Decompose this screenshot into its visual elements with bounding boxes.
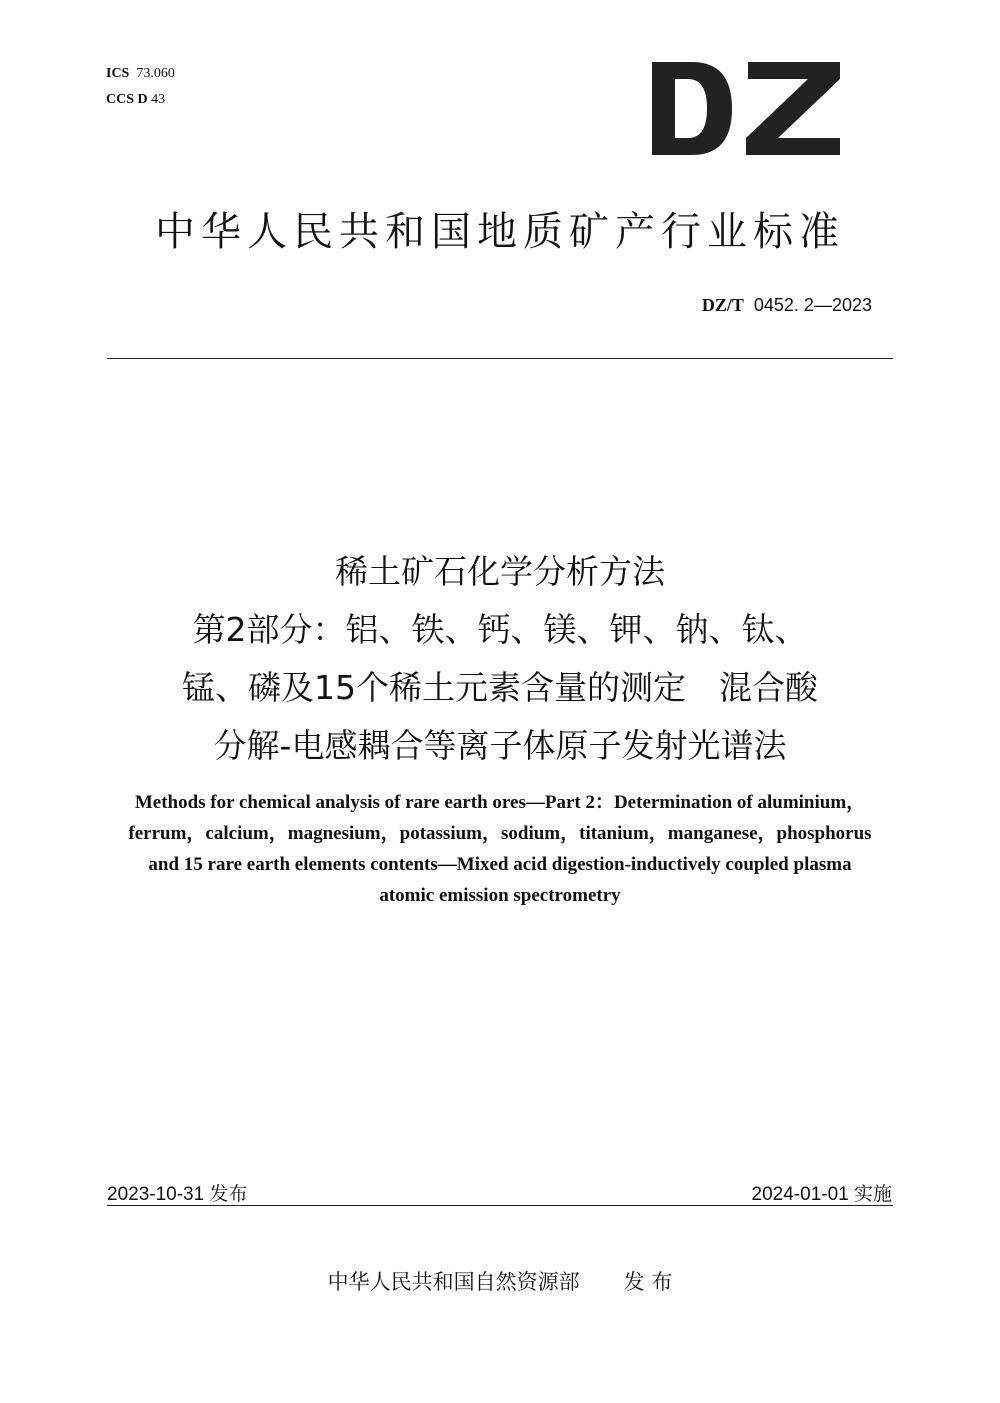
issuing-authority bbox=[0, 1266, 1000, 1296]
title-en-line: ferrum，calcium，magnesium，potassium，sodium，titanium，manganese，phosphorus bbox=[128, 823, 872, 844]
ics-label: ICS bbox=[106, 66, 130, 81]
ccs-label: CCS D bbox=[106, 92, 148, 107]
title-cn-line: 稀土矿石化学分析方法 bbox=[335, 552, 665, 591]
ics-code: 73.060 bbox=[136, 66, 175, 81]
standard-number bbox=[702, 295, 872, 316]
ccs-code: 43 bbox=[151, 92, 166, 107]
document-title-en bbox=[50, 787, 950, 911]
release-date: 2023-10-31 发布 bbox=[107, 1184, 248, 1205]
classification-codes bbox=[106, 61, 175, 113]
issuer-action: 发 布 bbox=[623, 1270, 673, 1294]
dz-logo bbox=[652, 62, 840, 155]
title-cn-line: 第2部分：铝、铁、钙、镁、钾、钠、钛、 bbox=[192, 610, 808, 649]
title-cn-line: 分解-电感耦合等离子体原子发射光谱法 bbox=[213, 726, 787, 765]
standard-code: 0452. 2—2023 bbox=[753, 295, 872, 315]
title-en-line: and 15 rare earth elements contents—Mixed acid digestion-inductively coupled plasma bbox=[148, 854, 852, 875]
footer-divider bbox=[107, 1205, 893, 1206]
title-en-line: Methods for chemical analysis of rare earth ores—Part 2：Determination of aluminium， bbox=[134, 792, 866, 813]
industry-standard-title: 中华人民共和国地质矿产行业标准 bbox=[155, 209, 845, 255]
implementation-date: 2024-01-01 实施 bbox=[751, 1184, 892, 1205]
document-title-cn bbox=[0, 543, 1000, 775]
standard-prefix: DZ/T bbox=[701, 295, 744, 315]
title-cn-line: 锰、磷及15个稀土元素含量的测定 混合酸 bbox=[182, 668, 818, 707]
title-en-line: atomic emission spectrometry bbox=[379, 885, 621, 906]
ics-line bbox=[106, 61, 175, 87]
header-divider bbox=[107, 358, 893, 359]
ccs-line bbox=[106, 87, 175, 113]
issuer-name: 中华人民共和国自然资源部 bbox=[327, 1270, 580, 1294]
